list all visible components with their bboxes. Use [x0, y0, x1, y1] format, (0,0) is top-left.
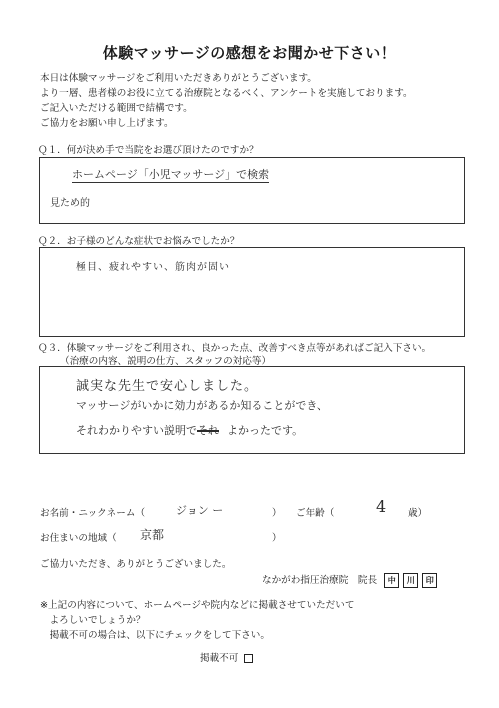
q1-answer-box[interactable]: [39, 157, 465, 224]
thanks-text: ご協力いただき、ありがとうございました。: [40, 559, 232, 570]
q3-answer-box[interactable]: [39, 366, 465, 454]
refuse-option[interactable]: [200, 650, 253, 664]
area-label: お住まいの地域（: [40, 533, 117, 544]
name-close: ）: [272, 508, 282, 519]
intro-line: より一層、患者様のお役に立てる治療院となるべく、アンケートを実施しております。: [40, 88, 413, 99]
intro-text: [40, 71, 413, 131]
page-title: 体験マッサージの感想をお聞かせ下さい！: [102, 44, 397, 62]
area-close: ）: [272, 533, 282, 544]
q3-subtext: （治療の内容、説明の仕方、スタッフの対応等）: [60, 356, 272, 367]
note-line: 掲載不可の場合は、以下にチェックをして下さい。: [40, 630, 270, 641]
q3-answer-line2: マッサージがいかに効力があるか知ることができ、: [76, 399, 328, 412]
clinic-signature: [262, 572, 437, 588]
name-label: お名前・ニックネーム（: [40, 508, 146, 519]
intro-line: 本日は体験マッサージをご利用いただきありがとうございます。: [40, 73, 317, 84]
age-value[interactable]: 4: [376, 497, 387, 516]
seal-stamp: 中: [384, 573, 399, 588]
q1-answer-line2: 見ため的: [50, 198, 90, 209]
q2-answer: 極目、疲れやすい、筋肉が固い: [76, 262, 230, 273]
q3-struck-text: それ: [197, 424, 219, 437]
name-value[interactable]: ジョン ー: [176, 504, 224, 517]
age-unit: 歳）: [408, 508, 428, 519]
q1-answer-line1: ホームページ「小児マッサージ」で検索: [72, 168, 270, 181]
q3-answer-line3: [76, 422, 303, 438]
refuse-label: 掲載不可: [200, 653, 239, 664]
q1-question: Ｑ１．何が決め手で当院をお選び頂けたのですか？: [38, 145, 259, 156]
intro-line: ご協力をお願い申し上げます。: [40, 118, 174, 129]
refuse-checkbox[interactable]: [244, 654, 253, 663]
seal-stamp: 印: [422, 573, 437, 588]
q2-question: Ｑ２．お子様のどんな症状でお悩みでしたか？: [38, 236, 240, 247]
q3-answer-line3a: それわかりやすい説明で: [76, 424, 197, 437]
clinic-name: なかがわ指圧治療院 院長: [262, 575, 378, 586]
q2-answer-box[interactable]: [39, 247, 465, 337]
note-line: ※上記の内容について、ホームページや院内などに掲載させていただいて: [40, 600, 355, 611]
area-value[interactable]: 京都: [140, 528, 165, 542]
publish-note: [40, 598, 354, 643]
note-line: よろしいでしょうか？: [40, 615, 146, 626]
intro-line: ご記入いただける範囲で結構です。: [40, 103, 193, 114]
q3-question: Ｑ３．体験マッサージをご利用され、良かった点、改善すべき点等があればご記入下さい。: [38, 343, 432, 354]
age-label: ご年齢（: [296, 508, 335, 519]
q3-answer-line3b: よかったです。: [227, 424, 304, 437]
seal-stamp: 川: [403, 573, 418, 588]
q3-answer-line1: 誠実な先生で安心しました。: [76, 379, 259, 394]
